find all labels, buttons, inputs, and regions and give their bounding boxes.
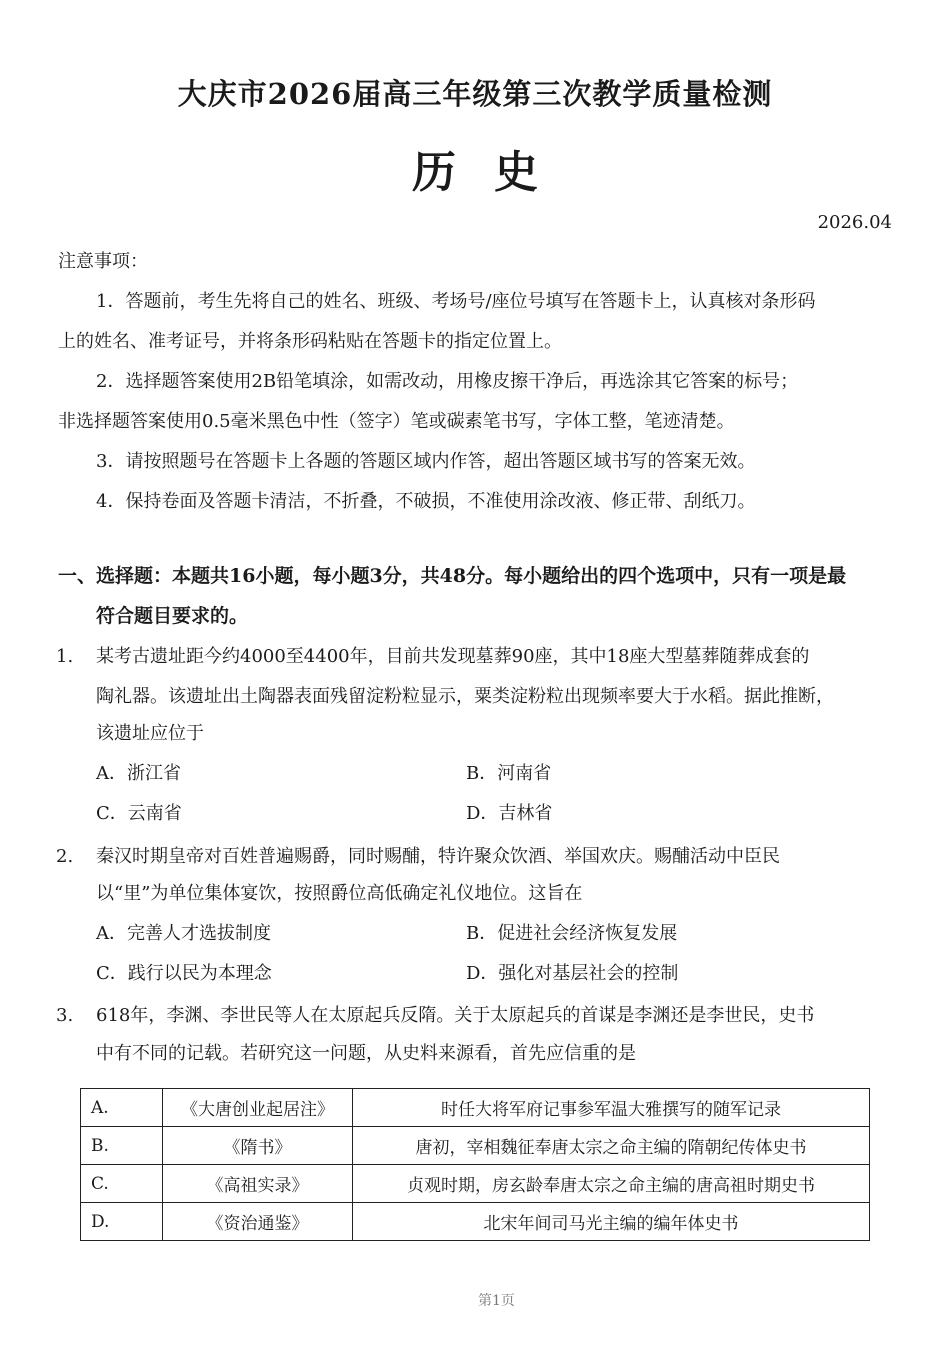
question-number: 2.: [56, 846, 74, 867]
option-label: A.: [81, 1089, 163, 1127]
notice-heading: 注意事项：: [58, 251, 148, 272]
option-a: A．完善人才选拔制度: [96, 923, 271, 944]
question-text: 秦汉时期皇帝对百姓普遍赐爵，同时赐酺，特许聚众饮酒、举国欢庆。赐酺活动中臣民: [96, 846, 780, 867]
option-label: D.: [81, 1203, 163, 1241]
table-row: [81, 1127, 870, 1165]
option-c: C．践行以民为本理念: [96, 963, 272, 984]
question-number: 3.: [56, 1005, 74, 1026]
notice-item-1-cont: 上的姓名、准考证号，并将条形码粘贴在答题卡的指定位置上。: [58, 331, 562, 352]
exam-date: 2026.04: [817, 212, 892, 233]
option-b: B．河南省: [466, 763, 552, 784]
subject-title: 历史: [412, 147, 576, 198]
source-title: 《大唐创业起居注》: [163, 1089, 353, 1127]
table-row: [81, 1089, 870, 1127]
source-title: 《高祖实录》: [163, 1165, 353, 1203]
source-title: 《隋书》: [163, 1127, 353, 1165]
source-title: 《资治通鉴》: [163, 1203, 353, 1241]
section-heading-cont: 符合题目要求的。: [96, 605, 249, 627]
table-row: [81, 1165, 870, 1203]
exam-title: 大庆市2026届高三年级第三次教学质量检测: [177, 77, 773, 111]
question-text: 以“里”为单位集体宴饮，按照爵位高低确定礼仪地位。这旨在: [96, 883, 583, 904]
source-description: 唐初，宰相魏征奉唐太宗之命主编的隋朝纪传体史书: [353, 1127, 870, 1165]
notice-item-2: 2．选择题答案使用2B铅笔填涂，如需改动，用橡皮擦干净后，再选涂其它答案的标号；: [96, 371, 799, 392]
option-b: B．促进社会经济恢复发展: [466, 923, 678, 944]
source-description: 北宋年间司马光主编的编年体史书: [353, 1203, 870, 1241]
table-row: [81, 1203, 870, 1241]
notice-item-1: 1．答题前，考生先将自己的姓名、班级、考场号/座位号填写在答题卡上，认真核对条形码: [96, 291, 816, 312]
source-description: 贞观时期，房玄龄奉唐太宗之命主编的唐高祖时期史书: [353, 1165, 870, 1203]
notice-item-2-cont: 非选择题答案使用0.5毫米黑色中性（签字）笔或碳素笔书写，字体工整，笔迹清楚。: [58, 411, 735, 432]
option-label: C.: [81, 1165, 163, 1203]
source-table: [80, 1088, 870, 1241]
question-text: 该遗址应位于: [96, 723, 204, 744]
question-text: 某考古遗址距今约4000至4400年，目前共发现墓葬90座，其中18座大型墓葬随葬成套的: [96, 646, 810, 667]
notice-item-3: 3．请按照题号在答题卡上各题的答题区域内作答，超出答题区域书写的答案无效。: [96, 451, 756, 472]
option-c: C．云南省: [96, 803, 182, 824]
question-text: 618年，李渊、李世民等人在太原起兵反隋。关于太原起兵的首谋是李渊还是李世民，史书: [96, 1005, 815, 1026]
notice-item-4: 4．保持卷面及答题卡清洁，不折叠，不破损，不准使用涂改液、修正带、刮纸刀。: [96, 491, 756, 512]
question-text: 陶礼器。该遗址出土陶器表面残留淀粉粒显示，粟类淀粉粒出现频率要大于水稻。据此推断，: [96, 686, 834, 707]
option-d: D．吉林省: [466, 803, 553, 824]
page-footer: 第1页: [478, 1293, 515, 1309]
question-text: 中有不同的记载。若研究这一问题，从史料来源看，首先应信重的是: [96, 1043, 636, 1064]
question-number: 1.: [56, 646, 74, 667]
option-a: A．浙江省: [96, 763, 181, 784]
source-description: 时任大将军府记事参军温大雅撰写的随军记录: [353, 1089, 870, 1127]
option-label: B.: [81, 1127, 163, 1165]
option-d: D．强化对基层社会的控制: [466, 963, 679, 984]
section-heading: 一、选择题：本题共16小题，每小题3分，共48分。每小题给出的四个选项中，只有一项是最: [58, 565, 847, 587]
